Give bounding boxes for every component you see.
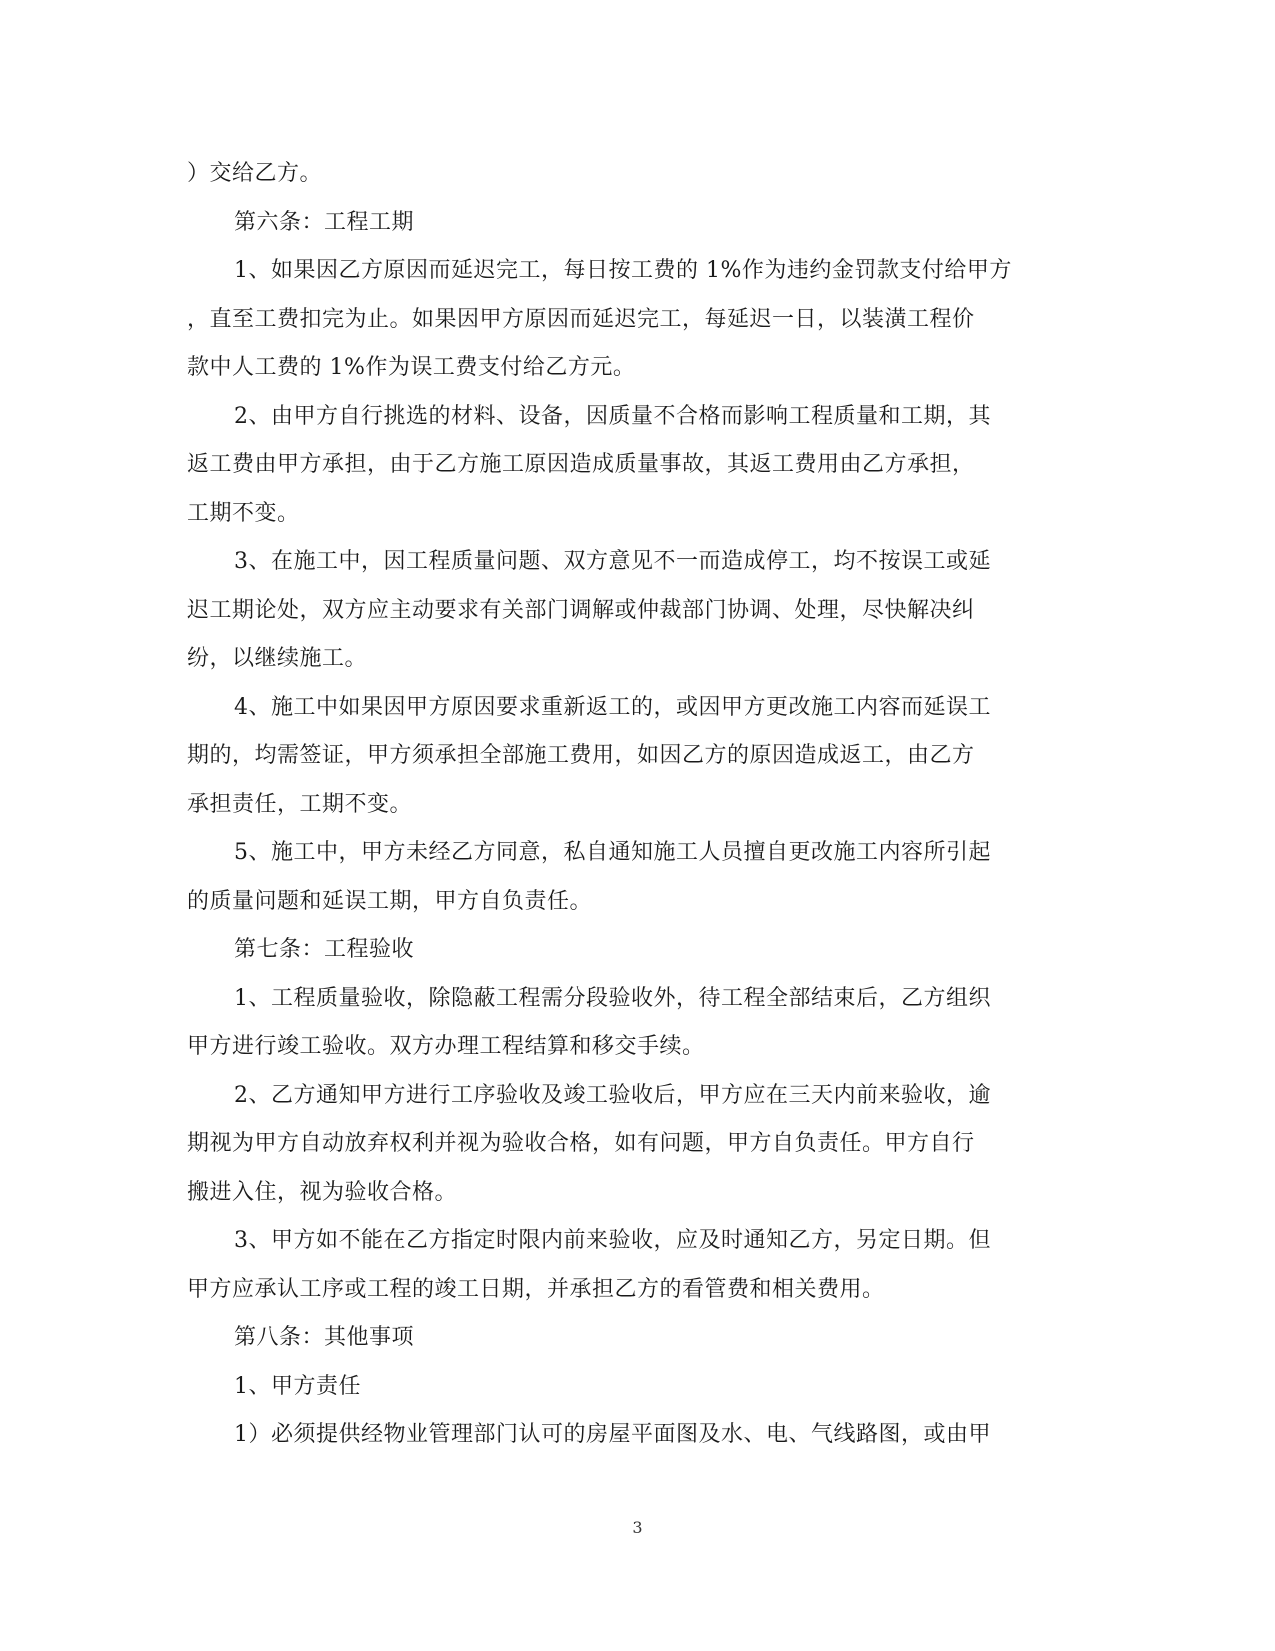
text-line-5: 款中人工费的 1%作为误工费支付给乙方元。 [187,355,636,380]
text-line-8: 工期不变。 [187,500,300,526]
text-line-21: 期视为甲方自动放弃权利并视为验收合格，如有问题，甲方自负责任。甲方自行 [187,1131,975,1156]
text-line-24: 甲方应承认工序或工程的竣工日期，并承担乙方的看管费和相关费用。 [187,1276,885,1302]
text-line-3: 1、如果因乙方原因而延迟完工，每日按工费的 1%作为违约金罚款支付给甲方 [234,258,1012,283]
text-line-10: 迟工期论处，双方应主动要求有关部门调解或仲裁部门协调、处理，尽快解决纠 [187,597,975,623]
section-heading-8: 第八条：其他事项 [234,1325,415,1350]
section-heading-6: 第六条：工程工期 [234,209,415,235]
text-line-18: 1、工程质量验收，除隐蔽工程需分段验收外，待工程全部结束后，乙方组织 [234,985,991,1011]
text-line-12: 4、施工中如果因甲方原因要求重新返工的，或因甲方更改施工内容而延误工 [234,694,991,720]
text-line-11: 纷，以继续施工。 [187,646,368,671]
page-number: 3 [632,1518,643,1537]
text-line-20: 2、乙方通知甲方进行工序验收及竣工验收后，甲方应在三天内前来验收，逾 [234,1082,991,1108]
text-line-9: 3、在施工中，因工程质量问题、双方意见不一而造成停工，均不按误工或延 [234,549,991,574]
text-line-16: 的质量问题和延误工期，甲方自负责任。 [187,888,593,914]
text-line-13: 期的，均需签证，甲方须承担全部施工费用，如因乙方的原因造成返工，由乙方 [187,743,975,768]
text-line-4: ，直至工费扣完为止。如果因甲方原因而延迟完工，每延迟一日，以装潢工程价 [187,306,975,332]
document-body [187,150,1082,1460]
text-line-22: 搬进入住，视为验收合格。 [187,1179,458,1205]
text-line-6: 2、由甲方自行挑选的材料、设备，因质量不合格而影响工程质量和工期，其 [234,403,991,429]
text-line-1: ）交给乙方。 [187,161,323,186]
text-line-27: 1）必须提供经物业管理部门认可的房屋平面图及水、电、气线路图，或由甲 [234,1422,991,1447]
text-line-14: 承担责任，工期不变。 [187,791,413,817]
text-line-15: 5、施工中，甲方未经乙方同意，私自通知施工人员擅自更改施工内容所引起 [234,840,991,865]
text-line-23: 3、甲方如不能在乙方指定时限内前来验收，应及时通知乙方，另定日期。但 [234,1228,991,1253]
section-heading-7: 第七条：工程验收 [234,937,415,962]
text-line-26: 1、甲方责任 [234,1373,361,1399]
text-line-19: 甲方进行竣工验收。双方办理工程结算和移交手续。 [187,1034,705,1059]
text-line-7: 返工费由甲方承担，由于乙方施工原因造成质量事故，其返工费用由乙方承担， [187,452,975,477]
